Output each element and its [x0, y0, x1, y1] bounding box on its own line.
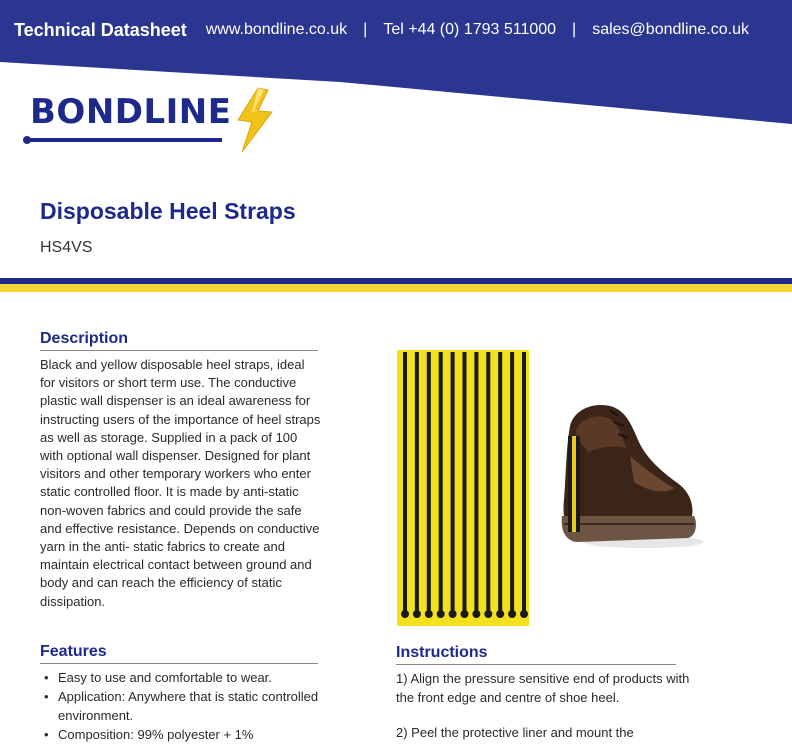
header-separator: |	[363, 21, 368, 38]
feature-item: • Application: Anywhere that is static controlled environment.	[40, 687, 330, 725]
strap-line	[415, 352, 419, 614]
strap-end	[425, 610, 433, 618]
logo-underline	[22, 136, 222, 144]
strap-end	[496, 610, 504, 618]
strap-line	[498, 352, 502, 614]
strap-line	[463, 352, 467, 614]
strap-end	[449, 610, 457, 618]
strap-line	[510, 352, 514, 614]
product-title: Disposable Heel Straps	[40, 198, 296, 224]
strap-line	[451, 352, 455, 614]
datasheet-title: Technical Datasheet	[14, 19, 187, 40]
product-code: HS4VS	[40, 239, 93, 256]
logo-text: BONDLINE	[30, 92, 232, 132]
strap-end	[401, 610, 409, 618]
strap-line	[427, 352, 431, 614]
lightning-bolt-icon	[228, 86, 280, 156]
strap-end	[437, 610, 445, 618]
header-separator: |	[572, 21, 577, 38]
feature-item: • Composition: 99% polyester + 1%	[40, 725, 330, 744]
description-heading: Description	[40, 330, 318, 351]
website-link[interactable]: www.bondline.co.uk	[205, 21, 348, 38]
strap-end	[472, 610, 480, 618]
description-text: Black and yellow disposable heel straps, ideal for visitors or short term use. The conductive plastic wall dispenser is an ideal awareness for instructing users of the importance of heel straps as well as storage. Supplied in a pack of 100 with optional wall dispenser. Designed for plant visitors and other temporary workers who enter static controlled floor. It is made by anti-static non-woven fabrics and could provide the safe and effective resistance. Depends on conductive yarn in the anti- static fabrics to create and maintain electrical contact between ground and body and can reach the efficiency of static dissipation.	[40, 357, 321, 609]
feature-item: • Easy to use and comfortable to wear.	[40, 668, 330, 687]
instruction-step: 2) Peel the protective liner and mount the	[396, 725, 634, 740]
strap-line	[522, 352, 526, 614]
strap-end	[413, 610, 421, 618]
instruction-step: 1) Align the pressure sensitive end of products with the front edge and centre of shoe heel.	[396, 671, 690, 705]
strap-end	[484, 610, 492, 618]
phone-link[interactable]: Tel +44 (0) 1793 511000	[383, 21, 557, 38]
divider-yellow	[0, 284, 792, 292]
bondline-logo	[22, 86, 282, 156]
strap-line	[439, 352, 443, 614]
strap-line	[403, 352, 407, 614]
strap-end	[461, 610, 469, 618]
email-link[interactable]: sales@bondline.co.uk	[592, 21, 749, 38]
heel-straps-image	[397, 350, 529, 626]
features-heading: Features	[40, 643, 318, 664]
features-list	[40, 668, 330, 744]
strap-end	[508, 610, 516, 618]
strap-end	[520, 610, 528, 618]
strap-line	[486, 352, 490, 614]
instructions-heading: Instructions	[396, 644, 676, 665]
strap-line	[474, 352, 478, 614]
boot-image	[548, 396, 708, 554]
header-bar	[14, 18, 784, 42]
